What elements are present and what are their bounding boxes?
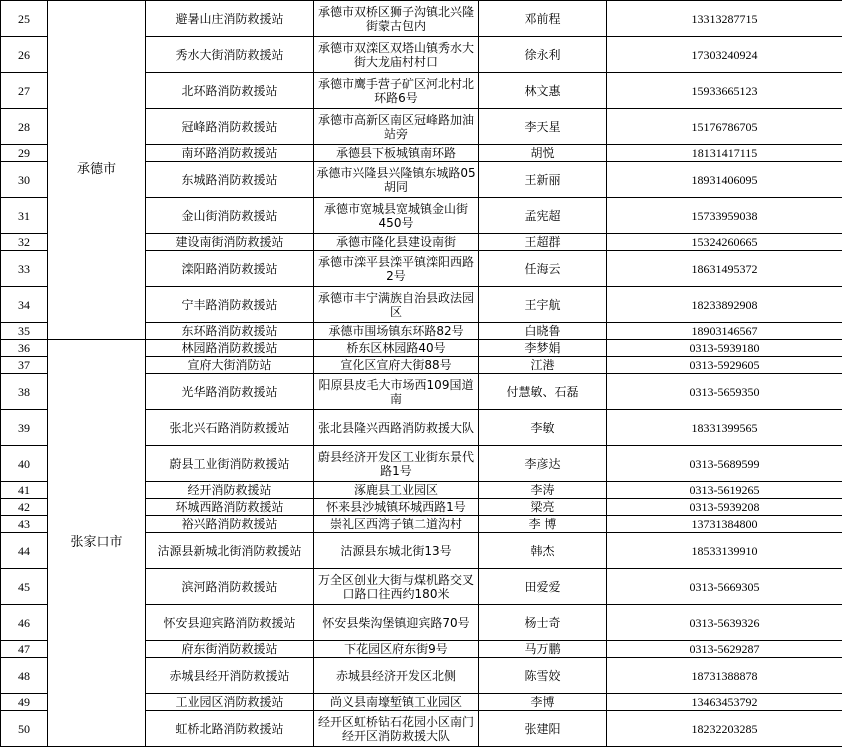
phone-cell: 17303240924 <box>607 37 842 73</box>
city-cell: 承德市 <box>48 1 146 340</box>
address-cell: 承德市隆化县建设南街 <box>314 234 479 251</box>
row-number-cell: 50 <box>1 711 48 747</box>
address-cell: 承德市双滦区双塔山镇秀水大街大龙庙村村口 <box>314 37 479 73</box>
contact-cell: 李彦达 <box>479 446 607 482</box>
row-number-cell: 30 <box>1 162 48 198</box>
contact-cell: 邓前程 <box>479 1 607 37</box>
row-number-cell: 45 <box>1 569 48 605</box>
table-body <box>1 1 842 747</box>
phone-cell: 0313-5659350 <box>607 374 842 410</box>
city-cell: 张家口市 <box>48 340 146 747</box>
address-cell: 承德县下板城镇南环路 <box>314 145 479 162</box>
station-name-cell: 工业园区消防救援站 <box>146 694 314 711</box>
address-cell: 桥东区林园路40号 <box>314 340 479 357</box>
phone-cell: 15733959038 <box>607 198 842 234</box>
station-name-cell: 虹桥北路消防救援站 <box>146 711 314 747</box>
address-cell: 怀安县柴沟堡镇迎宾路70号 <box>314 605 479 641</box>
station-name-cell: 东环路消防救援站 <box>146 323 314 340</box>
contact-cell: 徐永利 <box>479 37 607 73</box>
phone-cell: 0313-5639326 <box>607 605 842 641</box>
address-cell: 蔚县经济开发区工业街东景代路1号 <box>314 446 479 482</box>
phone-cell: 15176786705 <box>607 109 842 145</box>
contact-cell: 付慧敏、石磊 <box>479 374 607 410</box>
phone-cell: 0313-5619265 <box>607 482 842 499</box>
contact-cell: 王宇航 <box>479 287 607 323</box>
station-name-cell: 光华路消防救援站 <box>146 374 314 410</box>
row-number-cell: 46 <box>1 605 48 641</box>
address-cell: 阳原县皮毛大市场西109国道南 <box>314 374 479 410</box>
station-name-cell: 宁丰路消防救援站 <box>146 287 314 323</box>
address-cell: 赤城县经济开发区北侧 <box>314 658 479 694</box>
phone-cell: 13313287715 <box>607 1 842 37</box>
table-row <box>1 340 842 357</box>
station-name-cell: 赤城县经开消防救援站 <box>146 658 314 694</box>
row-number-cell: 34 <box>1 287 48 323</box>
row-number-cell: 32 <box>1 234 48 251</box>
station-name-cell: 冠峰路消防救援站 <box>146 109 314 145</box>
contact-cell: 李 博 <box>479 516 607 533</box>
address-cell: 承德市宽城县宽城镇金山街450号 <box>314 198 479 234</box>
contact-cell: 李梦娟 <box>479 340 607 357</box>
contact-cell: 李博 <box>479 694 607 711</box>
contact-cell: 林文惠 <box>479 73 607 109</box>
phone-cell: 0313-5939208 <box>607 499 842 516</box>
phone-cell: 18331399565 <box>607 410 842 446</box>
row-number-cell: 42 <box>1 499 48 516</box>
station-name-cell: 秀水大街消防救援站 <box>146 37 314 73</box>
row-number-cell: 33 <box>1 251 48 287</box>
table-row <box>1 1 842 37</box>
address-cell: 承德市围场镇东环路82号 <box>314 323 479 340</box>
row-number-cell: 35 <box>1 323 48 340</box>
phone-cell: 18731388878 <box>607 658 842 694</box>
contact-cell: 白晓鲁 <box>479 323 607 340</box>
station-name-cell: 金山街消防救援站 <box>146 198 314 234</box>
station-name-cell: 府东街消防救援站 <box>146 641 314 658</box>
row-number-cell: 26 <box>1 37 48 73</box>
contact-cell: 胡悦 <box>479 145 607 162</box>
phone-cell: 18931406095 <box>607 162 842 198</box>
address-cell: 经开区虹桥钻石花园小区南门经开区消防救援大队 <box>314 711 479 747</box>
row-number-cell: 29 <box>1 145 48 162</box>
contact-cell: 李敏 <box>479 410 607 446</box>
phone-cell: 15933665123 <box>607 73 842 109</box>
station-name-cell: 张北兴石路消防救援站 <box>146 410 314 446</box>
station-name-cell: 林园路消防救援站 <box>146 340 314 357</box>
station-name-cell: 经开消防救援站 <box>146 482 314 499</box>
row-number-cell: 41 <box>1 482 48 499</box>
contact-cell: 田爱爱 <box>479 569 607 605</box>
contact-cell: 李天星 <box>479 109 607 145</box>
contact-cell: 王超群 <box>479 234 607 251</box>
contact-cell: 马万鹏 <box>479 641 607 658</box>
contact-cell: 张建阳 <box>479 711 607 747</box>
address-cell: 承德市丰宁满族自治县政法园区 <box>314 287 479 323</box>
station-name-cell: 建设南街消防救援站 <box>146 234 314 251</box>
station-name-cell: 东城路消防救援站 <box>146 162 314 198</box>
contact-cell: 梁亮 <box>479 499 607 516</box>
address-cell: 怀来县沙城镇环城西路1号 <box>314 499 479 516</box>
address-cell: 尚义县南壕堑镇工业园区 <box>314 694 479 711</box>
phone-cell: 18232203285 <box>607 711 842 747</box>
phone-cell: 0313-5939180 <box>607 340 842 357</box>
row-number-cell: 39 <box>1 410 48 446</box>
address-cell: 承德市滦平县滦平镇滦阳西路2号 <box>314 251 479 287</box>
address-cell: 万全区创业大街与煤机路交叉口路口往西约180米 <box>314 569 479 605</box>
station-name-cell: 滨河路消防救援站 <box>146 569 314 605</box>
row-number-cell: 28 <box>1 109 48 145</box>
contact-cell: 孟宪超 <box>479 198 607 234</box>
row-number-cell: 49 <box>1 694 48 711</box>
row-number-cell: 31 <box>1 198 48 234</box>
contact-cell: 李涛 <box>479 482 607 499</box>
address-cell: 宣化区宣府大街88号 <box>314 357 479 374</box>
address-cell: 承德市高新区南区冠峰路加油站旁 <box>314 109 479 145</box>
phone-cell: 18533139910 <box>607 533 842 569</box>
row-number-cell: 37 <box>1 357 48 374</box>
phone-cell: 18233892908 <box>607 287 842 323</box>
contact-cell: 韩杰 <box>479 533 607 569</box>
row-number-cell: 44 <box>1 533 48 569</box>
station-name-cell: 北环路消防救援站 <box>146 73 314 109</box>
station-name-cell: 避暑山庄消防救援站 <box>146 1 314 37</box>
contact-cell: 江港 <box>479 357 607 374</box>
station-name-cell: 南环路消防救援站 <box>146 145 314 162</box>
contact-cell: 王新丽 <box>479 162 607 198</box>
station-name-cell: 怀安县迎宾路消防救援站 <box>146 605 314 641</box>
phone-cell: 15324260665 <box>607 234 842 251</box>
row-number-cell: 48 <box>1 658 48 694</box>
address-cell: 涿鹿县工业园区 <box>314 482 479 499</box>
station-name-cell: 环城西路消防救援站 <box>146 499 314 516</box>
row-number-cell: 43 <box>1 516 48 533</box>
row-number-cell: 27 <box>1 73 48 109</box>
station-name-cell: 滦阳路消防救援站 <box>146 251 314 287</box>
address-cell: 沽源县东城北街13号 <box>314 533 479 569</box>
phone-cell: 18903146567 <box>607 323 842 340</box>
phone-cell: 0313-5929605 <box>607 357 842 374</box>
station-name-cell: 裕兴路消防救援站 <box>146 516 314 533</box>
row-number-cell: 47 <box>1 641 48 658</box>
row-number-cell: 38 <box>1 374 48 410</box>
station-name-cell: 蔚县工业街消防救援站 <box>146 446 314 482</box>
station-name-cell: 宣府大街消防站 <box>146 357 314 374</box>
row-number-cell: 40 <box>1 446 48 482</box>
phone-cell: 0313-5689599 <box>607 446 842 482</box>
address-cell: 承德市双桥区狮子沟镇北兴隆街蒙古包内 <box>314 1 479 37</box>
phone-cell: 13463453792 <box>607 694 842 711</box>
phone-cell: 0313-5669305 <box>607 569 842 605</box>
address-cell: 崇礼区西湾子镇二道沟村 <box>314 516 479 533</box>
contact-cell: 杨士奇 <box>479 605 607 641</box>
station-name-cell: 沽源县新城北街消防救援站 <box>146 533 314 569</box>
address-cell: 承德市兴隆县兴隆镇东城路05胡同 <box>314 162 479 198</box>
contact-cell: 陈雪姣 <box>479 658 607 694</box>
row-number-cell: 25 <box>1 1 48 37</box>
address-cell: 承德市鹰手营子矿区河北村北环路6号 <box>314 73 479 109</box>
contact-cell: 任海云 <box>479 251 607 287</box>
phone-cell: 18131417115 <box>607 145 842 162</box>
phone-cell: 18631495372 <box>607 251 842 287</box>
address-cell: 下花园区府东街9号 <box>314 641 479 658</box>
phone-cell: 13731384800 <box>607 516 842 533</box>
row-number-cell: 36 <box>1 340 48 357</box>
address-cell: 张北县隆兴西路消防救援大队 <box>314 410 479 446</box>
phone-cell: 0313-5629287 <box>607 641 842 658</box>
